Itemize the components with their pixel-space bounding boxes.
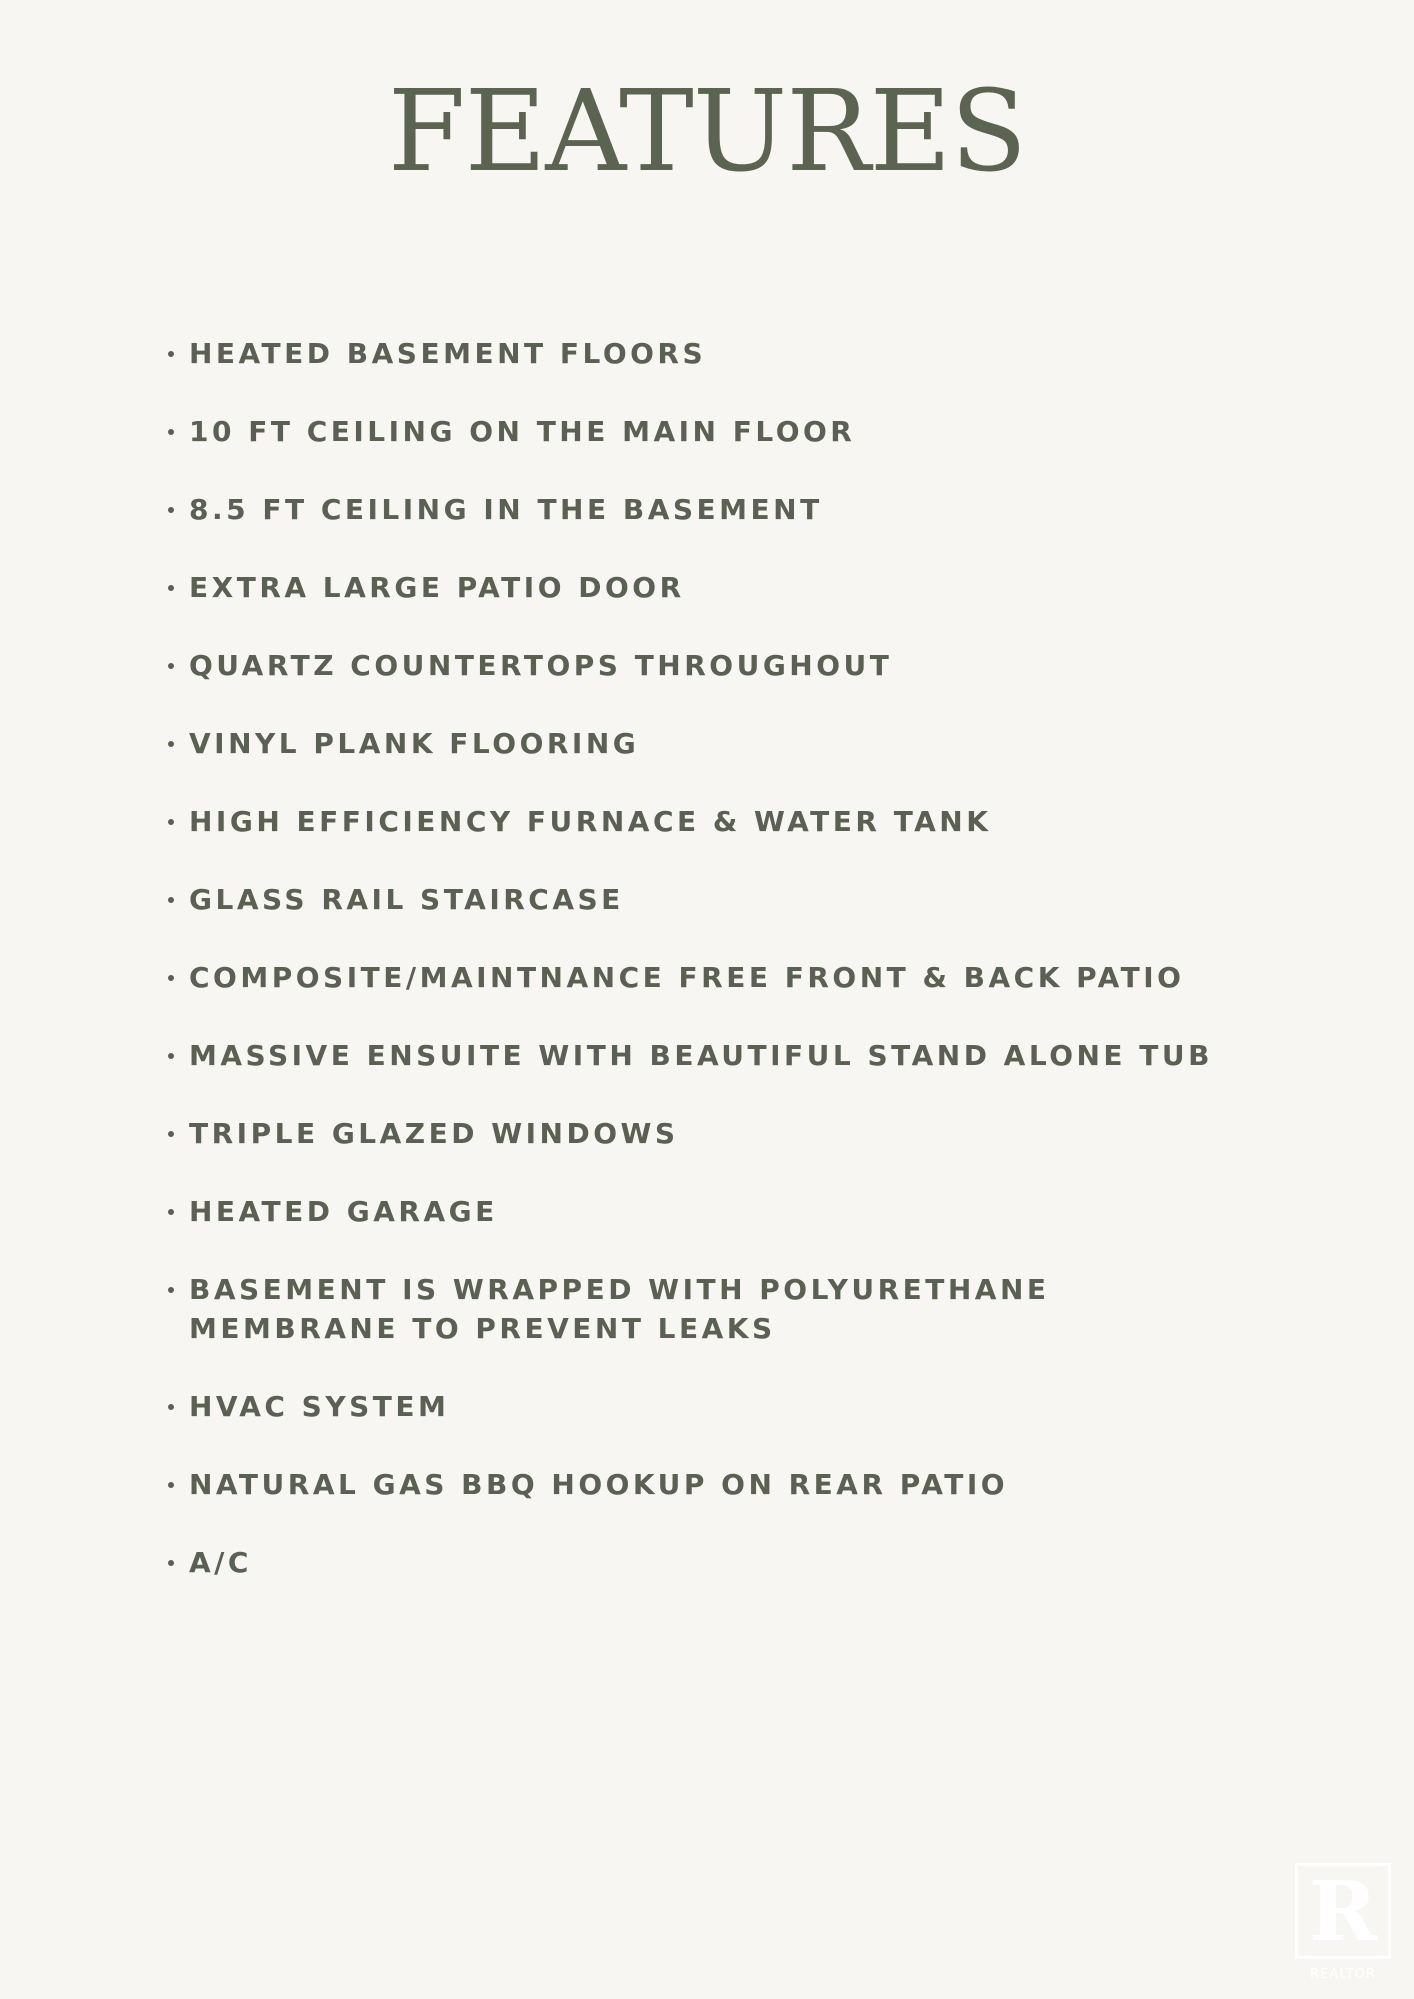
feature-item xyxy=(168,880,1248,919)
feature-text: NATURAL GAS BBQ HOOKUP ON REAR PATIO xyxy=(189,1468,1009,1501)
feature-item xyxy=(168,802,1248,841)
bullet-icon xyxy=(168,975,174,981)
feature-text: EXTRA LARGE PATIO DOOR xyxy=(189,571,685,604)
page-title: FEATURES xyxy=(387,67,1027,197)
features-list xyxy=(168,334,1248,1621)
bullet-icon xyxy=(168,1404,174,1410)
feature-text: MASSIVE ENSUITE WITH BEAUTIFUL STAND ALONE TUB xyxy=(189,1039,1213,1072)
feature-text: TRIPLE GLAZED WINDOWS xyxy=(189,1117,679,1150)
feature-text: 10 FT CEILING ON THE MAIN FLOOR xyxy=(189,415,856,448)
feature-item xyxy=(168,1387,1248,1426)
feature-item xyxy=(168,490,1248,529)
bullet-icon xyxy=(168,1131,174,1137)
feature-item xyxy=(168,1036,1248,1075)
bullet-icon xyxy=(168,741,174,747)
bullet-icon xyxy=(168,1287,174,1293)
feature-text: BASEMENT IS WRAPPED WITH POLYURETHANE MEMBRANE TO PREVENT LEAKS xyxy=(189,1273,1050,1345)
bullet-icon xyxy=(168,1209,174,1215)
bullet-icon xyxy=(168,1560,174,1566)
feature-item xyxy=(168,958,1248,997)
feature-text: 8.5 FT CEILING IN THE BASEMENT xyxy=(189,493,823,526)
realtor-logo-icon: R xyxy=(1295,1863,1391,1959)
feature-text: GLASS RAIL STAIRCASE xyxy=(189,883,624,916)
feature-text: VINYL PLANK FLOORING xyxy=(189,727,640,760)
feature-text: HIGH EFFICIENCY FURNACE & WATER TANK xyxy=(189,805,992,838)
feature-text: HEATED BASEMENT FLOORS xyxy=(189,337,707,370)
feature-item xyxy=(168,646,1248,685)
bullet-icon xyxy=(168,1482,174,1488)
bullet-icon xyxy=(168,897,174,903)
feature-item xyxy=(168,568,1248,607)
feature-item xyxy=(168,1114,1248,1153)
feature-text: HVAC SYSTEM xyxy=(189,1390,450,1423)
feature-item xyxy=(168,1270,1248,1348)
feature-item xyxy=(168,1192,1248,1231)
feature-item xyxy=(168,1465,1248,1504)
feature-item xyxy=(168,724,1248,763)
feature-text: A/C xyxy=(189,1546,252,1579)
bullet-icon xyxy=(168,507,174,513)
feature-text: QUARTZ COUNTERTOPS THROUGHOUT xyxy=(189,649,893,682)
bullet-icon xyxy=(168,663,174,669)
realtor-watermark xyxy=(1295,1863,1391,1999)
bullet-icon xyxy=(168,429,174,435)
feature-item xyxy=(168,334,1248,373)
feature-item xyxy=(168,1543,1248,1582)
feature-item xyxy=(168,412,1248,451)
feature-text: COMPOSITE/MAINTNANCE FREE FRONT & BACK PATIO xyxy=(189,961,1185,994)
realtor-watermark-text: REALTOR xyxy=(1310,1967,1376,1982)
bullet-icon xyxy=(168,585,174,591)
feature-text: HEATED GARAGE xyxy=(189,1195,498,1228)
bullet-icon xyxy=(168,1053,174,1059)
bullet-icon xyxy=(168,351,174,357)
bullet-icon xyxy=(168,819,174,825)
